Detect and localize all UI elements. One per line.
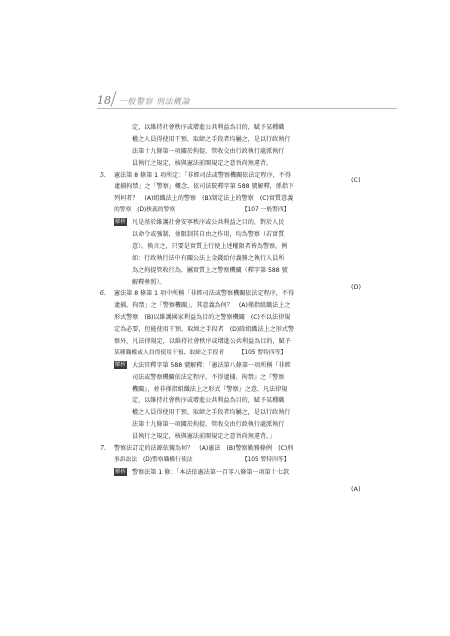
explanation-tag: 解析 [115,361,127,368]
explanation-line: 如：行政執行法中有關公法上金錢給付義務之執行人員所 [132,254,285,262]
question-line: 察外，凡法律規定，以維持社會秩序或增進公共利益為目的，賦予 [114,338,291,346]
question-6 [100,288,345,443]
explanation-line: 以命令或強制，並限制其自由之作用，均為警察（若實質 [132,231,285,239]
question-line: 形式警察 (B)以維護國家利益為目的之警察機關 (C)不以法律規 [114,314,291,322]
continuation-line: 員執行之規定，核與憲法前開規定之意旨尚無違背。 [132,159,273,167]
question-line: 事訴訟法 (D)警察職權行使法 【105 警特四等】 [114,456,290,463]
header-rule [97,108,397,109]
header-divider-slash [111,91,117,107]
explanation-line: 為之拘提管收行為，屬實質上之警察機關（釋字第 588 號 [132,266,288,274]
continuation-block [100,122,345,170]
header-title: 一般警察 刑法概論 [119,97,191,106]
explanation-line: 凡是基於維護社會安寧秩序或公共利益之目的，對於人民 [132,219,285,227]
question-line: 某種職權或人員得使用干預、取締之手段者 【105 警特四等】 [114,349,287,356]
answer-q6: (D) [351,283,362,291]
question-number: 6. [100,290,106,298]
question-line: 逮捕拘禁」之「警察」概念，依司法院釋字第 588 號解釋，係指下 [114,183,295,191]
explanation-line: 警察法第 1 條：「本法依憲法第一百零八條第一項第十七款 [132,468,290,476]
continuation-line: 權之人員得使用干預、取締之手段者均屬之，是以行政執行 [132,135,291,143]
explanation-line: 解釋參照）。 [132,278,166,286]
page-header [97,88,397,114]
explanation-tag: 解析 [115,219,127,226]
question-line: 憲法第 8 條第 1 項中所稱「非經司法或警察機關依法定程序，不得 [114,290,295,298]
question-line: 定為必要，但能使用干預、取締之手段者 (D)除組織法上之形式警 [114,326,295,334]
explanation-line: 大法官釋字第 588 號解釋：「憲法第八條第一項所稱『非經 [132,361,291,369]
page-number: 18 [97,94,111,107]
explanation-line: 法第十九條第一項關於拘提、管收交由行政執行處派執行 [132,421,285,429]
explanation-line: 權之人員得使用干預、取締之手段者均屬之，是以行政執行 [132,409,291,417]
explanation-line: 機關』，並非僅指組織法上之形式『警察』之意，凡法律規 [132,385,288,393]
question-number: 5. [100,171,106,179]
question-number: 7. [100,445,106,453]
explanation-line: 員執行之規定，核與憲法前開規定之意旨尚無違背。」 [132,433,276,441]
question-line: 憲法第 8 條第 1 項所定：「非經司法或警察機關依法定程序，不得 [114,171,291,179]
explanation-tag: 解析 [115,468,127,475]
question-7 [100,443,345,479]
explanation-line: 司法或警察機關依法定程序，不得逮捕、拘禁』之『警察 [132,373,285,381]
answer-q7: (A) [351,485,361,493]
explanation-block [114,467,345,479]
continuation-line: 法第十九條第一項關於拘提、管收交由行政執行處派執行 [132,147,285,155]
question-line: 列何者？ (A)組織法上的警察 (B)制定法上的警察 (C)實質意義 [114,195,294,203]
question-line: 警察法訂定的法源依據為何？ (A)憲法 (B)警察勤務條例 (C)刑 [114,445,294,453]
explanation-block [114,217,345,288]
page-content [100,122,345,479]
continuation-line: 定，以維持社會秩序或增進公共利益為目的，賦予某種職 [132,124,285,131]
explanation-block [114,360,345,443]
question-line: 的警察 (D)狹義的警察 【107 一般警四】 [114,207,290,214]
explanation-line: 定，以維持社會秩序或增進公共利益為目的，賦予某種職 [132,397,285,405]
answer-q5: (C) [351,176,361,184]
question-line: 逮捕、拘禁」之「警察機關」，其意義為何？ (A)僅指組織法上之 [114,302,291,310]
explanation-line: 意）。換言之，只要是實質上行使上述權限者皆為警察。例 [132,242,288,250]
question-5 [100,170,345,289]
